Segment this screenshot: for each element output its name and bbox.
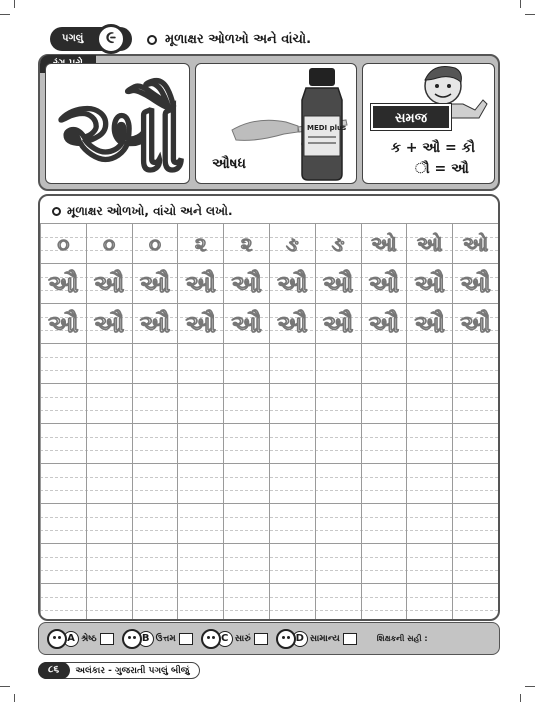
- writing-cell[interactable]: [132, 584, 178, 621]
- trace-glyph: ઔ: [322, 309, 354, 338]
- writing-cell[interactable]: [269, 584, 315, 621]
- book-title: અલંકાર - ગુજરાતી પગલું બીજું: [75, 665, 190, 676]
- writing-cell[interactable]: [177, 304, 223, 343]
- writing-cell[interactable]: [86, 424, 132, 463]
- writing-row[interactable]: [40, 503, 498, 543]
- writing-cell[interactable]: [452, 504, 498, 543]
- writing-cell[interactable]: [452, 544, 498, 583]
- grade-a[interactable]: [47, 629, 114, 649]
- grade-checkbox[interactable]: [100, 633, 114, 645]
- writing-cell[interactable]: [86, 304, 132, 343]
- teacher-signature-label: શિક્ષકની સહી :: [376, 633, 428, 643]
- writing-cell[interactable]: [132, 504, 178, 543]
- writing-cell[interactable]: [223, 584, 269, 621]
- writing-cell[interactable]: [177, 224, 223, 263]
- writing-cell[interactable]: [315, 344, 361, 383]
- writing-cell[interactable]: [132, 224, 178, 263]
- writing-cell[interactable]: [40, 464, 86, 503]
- writing-cell[interactable]: [269, 424, 315, 463]
- writing-cell[interactable]: [86, 544, 132, 583]
- writing-cell[interactable]: [406, 264, 452, 303]
- samaj-badge: સમજ: [371, 104, 451, 130]
- grade-label: શ્રેષ્ઠ: [81, 633, 97, 644]
- trace-glyph: ઔ: [231, 269, 262, 298]
- trace-glyph: ઔ: [277, 269, 308, 298]
- writing-cell[interactable]: [132, 304, 178, 343]
- writing-cell[interactable]: [361, 544, 407, 583]
- writing-cell[interactable]: [452, 264, 498, 303]
- crop-mark: [520, 694, 521, 702]
- medicine-card[interactable]: [195, 63, 357, 184]
- writing-cell[interactable]: [315, 584, 361, 621]
- writing-cell[interactable]: [40, 504, 86, 543]
- writing-row[interactable]: [40, 543, 498, 583]
- grade-letter: D: [292, 631, 308, 647]
- crop-mark: [525, 14, 535, 15]
- writing-cell[interactable]: [132, 424, 178, 463]
- writing-cell[interactable]: [86, 264, 132, 303]
- writing-cell[interactable]: [40, 224, 86, 263]
- writing-row[interactable]: [40, 303, 498, 343]
- writing-cell[interactable]: [452, 304, 498, 343]
- trace-glyph: ઔ: [185, 269, 217, 298]
- trace-glyph: ઔ: [139, 269, 171, 298]
- writing-cell[interactable]: [361, 424, 407, 463]
- writing-cell[interactable]: [223, 384, 269, 423]
- step-badge: [50, 27, 132, 51]
- bullet-icon: [147, 35, 157, 45]
- writing-cell[interactable]: [406, 584, 452, 621]
- writing-cell[interactable]: [315, 224, 361, 263]
- writing-cell[interactable]: [315, 424, 361, 463]
- crop-mark: [525, 686, 535, 687]
- grade-c[interactable]: [201, 629, 268, 649]
- trace-glyph: ઔ: [322, 269, 354, 298]
- writing-cell[interactable]: [269, 264, 315, 303]
- trace-glyph: ૨: [194, 231, 207, 256]
- writing-cell[interactable]: [406, 384, 452, 423]
- writing-cell[interactable]: [177, 384, 223, 423]
- writing-cell[interactable]: [86, 504, 132, 543]
- writing-cell[interactable]: [361, 584, 407, 621]
- writing-cell[interactable]: [406, 424, 452, 463]
- trace-glyph: ઔ: [460, 309, 491, 338]
- grade-b[interactable]: [122, 629, 193, 649]
- smiley-icon: [276, 629, 296, 649]
- writing-cell[interactable]: [406, 304, 452, 343]
- writing-cell[interactable]: [269, 504, 315, 543]
- trace-glyph: ઔ: [414, 269, 446, 298]
- trace-glyph: ઔ: [48, 269, 79, 298]
- step-label: પગલું: [62, 33, 84, 44]
- writing-cell[interactable]: [40, 424, 86, 463]
- writing-cell[interactable]: [223, 224, 269, 263]
- writing-cell[interactable]: [361, 384, 407, 423]
- writing-cell[interactable]: [361, 304, 407, 343]
- writing-cell[interactable]: [361, 344, 407, 383]
- samaj-card: [362, 63, 495, 184]
- page-footer: [38, 662, 200, 679]
- grade-letter: B: [138, 631, 154, 647]
- practice-box: [38, 194, 500, 621]
- writing-cell[interactable]: [406, 224, 452, 263]
- writing-cell[interactable]: [86, 464, 132, 503]
- grade-label: સામાન્ય: [309, 633, 340, 644]
- writing-row[interactable]: [40, 383, 498, 423]
- writing-cell[interactable]: [40, 264, 86, 303]
- writing-cell[interactable]: [315, 264, 361, 303]
- trace-glyph: ૦: [57, 231, 70, 256]
- writing-cell[interactable]: [223, 424, 269, 463]
- grade-bar: [38, 622, 500, 655]
- big-letter-outline: [54, 70, 186, 180]
- trace-glyph: ઙ: [286, 231, 299, 256]
- bullet-icon: [52, 207, 61, 216]
- crop-mark: [14, 694, 15, 702]
- trace-glyph: ઔ: [414, 309, 446, 338]
- writing-cell[interactable]: [223, 264, 269, 303]
- trace-glyph: ઔ: [93, 269, 125, 298]
- writing-cell[interactable]: [177, 344, 223, 383]
- writing-cell[interactable]: [361, 264, 407, 303]
- writing-cell[interactable]: [40, 384, 86, 423]
- writing-cell[interactable]: [177, 264, 223, 303]
- grade-checkbox[interactable]: [254, 633, 268, 645]
- trace-glyph: ઓ: [371, 231, 397, 256]
- grade-label: ઉત્તમ: [155, 633, 176, 644]
- trace-glyph: ઔ: [460, 269, 491, 298]
- writing-cell[interactable]: [452, 584, 498, 621]
- step-number: ૯: [96, 24, 126, 54]
- grade-d[interactable]: [276, 629, 357, 649]
- writing-cell[interactable]: [315, 544, 361, 583]
- writing-cell[interactable]: [406, 504, 452, 543]
- trace-glyph: ઔ: [368, 269, 400, 298]
- writing-cell[interactable]: [361, 464, 407, 503]
- writing-grid[interactable]: [40, 223, 498, 621]
- trace-glyph: ઔ: [48, 309, 79, 338]
- grade-letter: A: [63, 631, 79, 647]
- writing-cell[interactable]: [40, 304, 86, 343]
- writing-cell[interactable]: [452, 464, 498, 503]
- writing-cell[interactable]: [177, 584, 223, 621]
- practice-title-text: મૂળાક્ષર ઓળખો, વાંચો અને લખો.: [67, 204, 233, 218]
- writing-cell[interactable]: [86, 384, 132, 423]
- writing-cell[interactable]: [132, 344, 178, 383]
- smiley-icon: [122, 629, 142, 649]
- picture-word: ઔષધ: [212, 156, 247, 172]
- smiley-icon: [47, 629, 67, 649]
- grade-checkbox[interactable]: [343, 633, 357, 645]
- writing-cell[interactable]: [269, 304, 315, 343]
- writing-cell[interactable]: [269, 544, 315, 583]
- page-heading: [147, 32, 311, 47]
- trace-glyph: ઙ: [331, 231, 345, 256]
- trace-glyph: ઔ: [277, 309, 308, 338]
- trace-glyph: ૨: [240, 231, 253, 256]
- writing-cell[interactable]: [315, 304, 361, 343]
- trace-glyph: ઓ: [462, 231, 489, 256]
- crop-mark: [14, 0, 15, 8]
- writing-cell[interactable]: [406, 344, 452, 383]
- crop-mark: [0, 14, 10, 15]
- grade-letter: C: [217, 631, 233, 647]
- equation-1: ક + ઔ = કૌ: [391, 140, 476, 156]
- writing-cell[interactable]: [315, 464, 361, 503]
- writing-cell[interactable]: [269, 344, 315, 383]
- writing-cell[interactable]: [223, 504, 269, 543]
- writing-cell[interactable]: [269, 224, 315, 263]
- writing-cell[interactable]: [269, 384, 315, 423]
- writing-row[interactable]: [40, 463, 498, 503]
- writing-cell[interactable]: [223, 344, 269, 383]
- writing-cell[interactable]: [269, 464, 315, 503]
- grade-label: સારું: [234, 633, 251, 644]
- writing-cell[interactable]: [40, 344, 86, 383]
- writing-cell[interactable]: [223, 464, 269, 503]
- crop-mark: [520, 0, 521, 8]
- writing-cell[interactable]: [223, 544, 269, 583]
- bottle-label: MEDI plus: [307, 124, 347, 132]
- writing-cell[interactable]: [132, 464, 178, 503]
- big-letter: ઔ: [58, 77, 186, 180]
- big-letter-card: [45, 63, 190, 184]
- writing-row[interactable]: [40, 223, 498, 263]
- equation-2: ૌ = ઔ: [415, 161, 469, 177]
- writing-cell[interactable]: [132, 264, 178, 303]
- writing-cell[interactable]: [406, 464, 452, 503]
- trace-glyph: ઓ: [417, 231, 443, 256]
- writing-row[interactable]: [40, 423, 498, 463]
- writing-cell[interactable]: [315, 384, 361, 423]
- writing-cell[interactable]: [177, 544, 223, 583]
- writing-cell[interactable]: [86, 224, 132, 263]
- writing-cell[interactable]: [361, 224, 407, 263]
- practice-title: [52, 204, 233, 219]
- writing-cell[interactable]: [452, 224, 498, 263]
- writing-cell[interactable]: [177, 424, 223, 463]
- writing-cell[interactable]: [223, 304, 269, 343]
- writing-cell[interactable]: [177, 504, 223, 543]
- writing-cell[interactable]: [361, 504, 407, 543]
- writing-cell[interactable]: [132, 384, 178, 423]
- writing-row[interactable]: [40, 583, 498, 621]
- writing-cell[interactable]: [452, 344, 498, 383]
- smiley-icon: [201, 629, 221, 649]
- writing-cell[interactable]: [40, 584, 86, 621]
- writing-cell[interactable]: [406, 544, 452, 583]
- writing-row[interactable]: [40, 263, 498, 303]
- trace-glyph: ઔ: [185, 309, 217, 338]
- trace-glyph: ઔ: [231, 309, 262, 338]
- crop-mark: [0, 686, 10, 687]
- heading-text: મૂળાક્ષર ઓળખો અને વાંચો.: [165, 32, 312, 47]
- trace-glyph: ઔ: [93, 309, 125, 338]
- writing-cell[interactable]: [177, 464, 223, 503]
- page-number: ૮૬: [38, 662, 70, 679]
- writing-cell[interactable]: [452, 384, 498, 423]
- writing-cell[interactable]: [132, 544, 178, 583]
- writing-cell[interactable]: [40, 544, 86, 583]
- writing-cell[interactable]: [86, 584, 132, 621]
- writing-row[interactable]: [40, 343, 498, 383]
- writing-cell[interactable]: [315, 504, 361, 543]
- trace-glyph: ઔ: [139, 309, 171, 338]
- trace-glyph: ૦: [148, 231, 162, 256]
- grade-checkbox[interactable]: [179, 633, 193, 645]
- writing-cell[interactable]: [86, 344, 132, 383]
- trace-glyph: ૦: [103, 231, 116, 256]
- trace-glyph: ઔ: [368, 309, 400, 338]
- writing-cell[interactable]: [452, 424, 498, 463]
